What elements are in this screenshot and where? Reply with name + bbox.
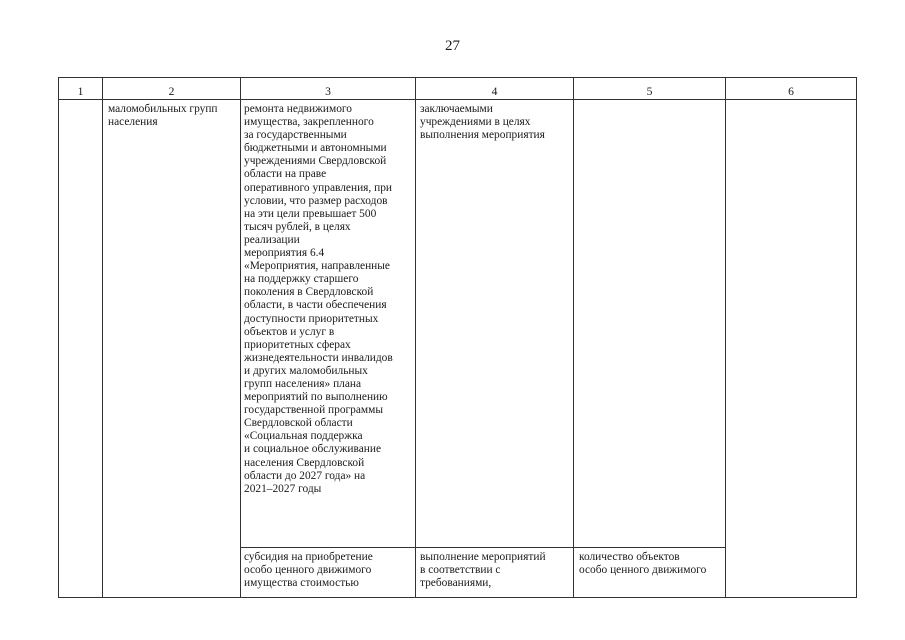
page-number: 27: [445, 38, 460, 54]
table-header-row: [59, 78, 857, 100]
row-number-cell: [59, 100, 103, 598]
conditions-text: заключаемыми учреждениями в целях выполнения мероприятия: [420, 103, 545, 142]
column-header-6: 6: [726, 78, 857, 100]
subsidy-description-text: ремонта недвижимого имущества, закрепленного за государственными бюджетными и автономными учреждениями Свердловской области на праве оперативного управления, при условии, что размер расходов на эти цели превышает 500 тысяч рублей, в целях реализации мероприятия 6.4 «Мероприятия, направленные на поддержку старшего поколения в Свердловской области, в части обеспечения доступности приоритетных объектов и услуг в приоритетных сферах жизнедеятельности инвалидов и других маломобильных групп населения» плана мероприятий по выполнению государственной программы Свердловской области «Социальная поддержка и социальное обслуживание населения Свердловской области до 2027 года» на 2021–2027 годы: [244, 103, 393, 495]
column-header-4: 4: [416, 78, 574, 100]
conditions-cell: [416, 548, 574, 598]
column-header-2: 2: [103, 78, 241, 100]
subsidy-description-cell: [241, 548, 416, 598]
notes-cell: [726, 100, 857, 598]
table-row: [59, 100, 857, 548]
row-number-text: [59, 100, 102, 103]
column-header-3: 3: [241, 78, 416, 100]
subsidy-description-cell: [241, 100, 416, 548]
subsidy-description-text: субсидия на приобретение особо ценного движимого имущества стоимостью: [244, 551, 373, 590]
measures-table: [58, 77, 857, 598]
indicator-text: [574, 100, 725, 103]
column-header-1: 1: [59, 78, 103, 100]
conditions-cell: [416, 100, 574, 548]
indicator-cell: [574, 100, 726, 548]
column-header-5: 5: [574, 78, 726, 100]
indicator-text: количество объектов особо ценного движимого: [579, 551, 707, 577]
indicator-cell: [574, 548, 726, 598]
target-group-text: маломобильных групп населения: [108, 103, 218, 129]
target-group-cell: [103, 100, 241, 598]
notes-text: [726, 100, 856, 103]
conditions-text: выполнение мероприятий в соответствии с требованиями,: [420, 551, 546, 590]
